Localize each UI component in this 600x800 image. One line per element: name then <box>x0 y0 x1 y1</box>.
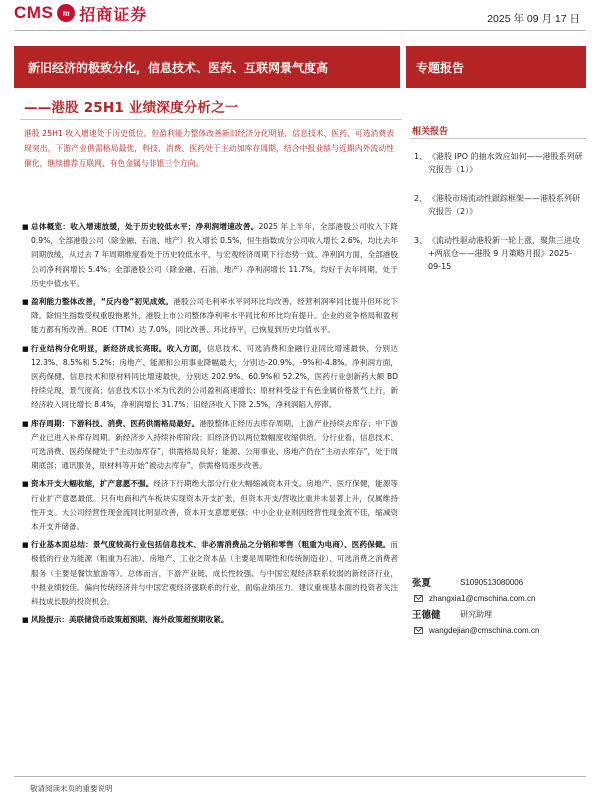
bullet-square-icon: ■ <box>22 541 29 550</box>
related-report-link[interactable] <box>414 234 584 273</box>
summary-paragraph: 港股 25H1 收入增速处于历史低位，但盈利能力整体改善新旧经济分化明显，信息技术、医药、可选消费表现突出，下游产业供需格局最优，科技、消费、医药处于主动加库存周期，结合中报业绩与近期内外流动性催化，继续推荐互联网、有色金属与非银三个方向。 <box>24 129 394 168</box>
related-report-title: 《流动性驱动港股新一轮上涨，聚焦三进攻+两底仓——港股 9 月策略月报》2025-09-15 <box>428 236 580 271</box>
mail-icon <box>414 627 423 634</box>
analyst-email-row <box>412 622 588 638</box>
bullet-square-icon: ■ <box>22 344 29 353</box>
key-point <box>22 295 398 338</box>
key-point-lead: 行业基本面总结：景气度较高行业包括信息技术、非必需消费品之分销和零售（粗重为电商）、医药保健。 <box>31 540 391 550</box>
analyst-info <box>412 574 588 638</box>
related-reports-heading: 相关报告 <box>412 127 449 137</box>
related-report-title: 《港股市场流动性跟踪框架——港股系列研究报告（2）》 <box>428 194 580 216</box>
key-point <box>22 220 398 291</box>
related-reports-list <box>414 150 584 289</box>
analyst-email-row <box>412 590 588 606</box>
mail-icon <box>414 595 423 602</box>
header-divider <box>14 30 586 31</box>
bullet-square-icon: ■ <box>22 223 29 231</box>
bullet-square-icon: ■ <box>22 298 29 307</box>
bullet-square-icon: ■ <box>22 480 29 489</box>
key-point-lead: 行业结构分化明显，新经济成长亮眼。收入方面， <box>31 343 207 353</box>
report-subtitle: ——港股 25H1 业绩深度分析之一 <box>24 100 239 116</box>
bullet-square-icon: ■ <box>22 616 29 625</box>
key-point-text: 港股整体正经历去库存周期，上游产业持续去库存；中下游产业已进入补库存周期。新经济步入持续补库阶段；旧经济仍以两位数幅度收缩供给。分行业看，信息技术、可选消费、医药保健处于“主动加库存”，供需格局良好；能源、公用事业、房地产仍在“主动去库存”，处于周期底部；通讯服务、原材料等开始“被动去库存”，供需格局逐步改善。 <box>31 418 398 471</box>
footer-divider <box>14 776 586 777</box>
related-divider <box>410 138 586 139</box>
bullet-square-icon: ■ <box>22 419 29 428</box>
analyst-row <box>412 606 588 622</box>
company-logo <box>14 2 147 24</box>
key-point <box>22 342 398 413</box>
related-report-number: 3、 <box>414 236 428 245</box>
logo-mark-icon: m <box>57 4 75 22</box>
key-point <box>22 477 398 534</box>
analyst-row <box>412 574 588 590</box>
key-point-lead: 资本开支大幅收缩，扩产意愿不强。 <box>31 479 154 489</box>
related-report-link[interactable] <box>414 150 584 176</box>
related-report-number: 1、 <box>414 152 428 161</box>
analyst-email[interactable]: zhangxia1@cmschina.com.cn <box>429 593 536 603</box>
key-point-lead: 总体概览：收入增速放缓，处于历史较低水平；净利润增速改善。 <box>31 222 259 231</box>
related-report-link[interactable] <box>414 192 584 218</box>
footer-disclaimer: 敬请阅读末页的重要说明 <box>30 784 113 793</box>
analyst-name: 张夏 <box>412 578 432 589</box>
report-date: 2025 年 09 月 17 日 <box>487 13 580 25</box>
analyst-name: 王德健 <box>412 610 441 621</box>
logo-cn: 招商证券 <box>79 4 148 24</box>
key-point-text: 而极低的行业为能源（粗重为石油）、房地产、工业之资本品（主要是周期性和传统制造业）、可选消费之消费者服务（主要是餐饮旅游等）。总体而言，下游产业链、成长性较强、与中国宏观经济联系较弱的新经济行业，中报业绩较佳。偏向传统经济并与中国宏观经济强联系的行业，面临业绩压力。建议重视基本面的投资者关注科技成长股的投资机会。 <box>31 540 398 607</box>
analyst-license-id: S1090513080006 <box>460 577 524 587</box>
related-report-title: 《港股 IPO 的抽水效应如何——港股系列研究报告（1）》 <box>428 152 583 174</box>
subtitle-divider <box>20 119 402 120</box>
analyst-email[interactable]: wangdejian@cmschina.com.cn <box>429 625 540 635</box>
key-point-lead: 风险提示：美联储货币政策超预期、海外政策超预期收紧。 <box>31 615 229 625</box>
key-point <box>22 613 398 627</box>
key-point-lead: 盈利能力整体改善，“反内卷”初见成效。 <box>31 297 174 307</box>
key-points-list <box>22 220 398 631</box>
key-point-text: 经济下行期绝大部分行业大幅缩减资本开支。房地产、医疗保健，能源等行业扩产意愿最低。只有电商和汽车板块实现资本开支扩张，但资本开支/营收比重并未显著上升，仅属维持性开支。大公司经营性现金流同比明显改善，资本开支意愿更强；中小企业业则因经营性现金流不佳，缩减资本开支并储备。 <box>31 479 399 532</box>
key-point-text: 港股公司毛利率水平同环比均改善，经营利润率同比提升但环比下降。除恒生指数受权重股拖累外，港股上市公司整体净利率水平同比和环比均有提升。企业的竞争格局和盈利能力都有所改善。ROE（TTM）达 7.0%，同比改善、环比持平，已恢复到历史均值水平。 <box>31 297 398 335</box>
report-type: 专题报告 <box>416 60 465 75</box>
analyst-role: 研究助理 <box>460 609 492 619</box>
report-type-banner <box>406 46 586 88</box>
report-title: 新旧经济的极致分化，信息技术、医药、互联网景气度高 <box>28 60 329 75</box>
key-point-text: 2025 年上半年，全部港股公司收入下降 0.9%，全部港股公司（除金融、石油、地产）收入增长 0.5%，恒生指数成分公司收入增长 2.6%，均比去年同期放缓，从过去 7 年周期维度看处于历史较低水平，与宏观经济周期下行态势一致。净利润方面，全部港股公司净利润增长 5.4%；全部港股公司（除金融、石油、地产）净利润增长 11.7%，均好于去年同期，处于历史中值水平。 <box>31 222 398 288</box>
key-point-text: 信息技术、可选消费和金融行业同比增速最快，分别达 12.3%、8.5%和 5.2%；房地产、能源和公用事业降幅最大，分别达-20.9%、-9%和-4.8%。净利润方面，医药保健、信息技术和原材料同比增速最快，分别达 202.9%、60.9%和 52.2%，医药行业创新药大额 BD 持续兑现，景气度高；信息技术以小米为代表的公司盈利高速增长；原材料受益于有色金属价格景气上行，新经济收入同比增长 8.4%，净利润增长 31.7%；旧经济收入下降 2.5%，净利润陷入停滞。 <box>31 343 399 410</box>
key-point <box>22 417 398 474</box>
report-title-banner <box>14 46 400 88</box>
related-report-number: 2、 <box>414 194 428 203</box>
key-point-lead: 库存周期：下游科技、消费、医药供需格局最好。 <box>31 418 200 428</box>
logo-en: CMS <box>14 3 54 22</box>
key-point <box>22 538 398 609</box>
